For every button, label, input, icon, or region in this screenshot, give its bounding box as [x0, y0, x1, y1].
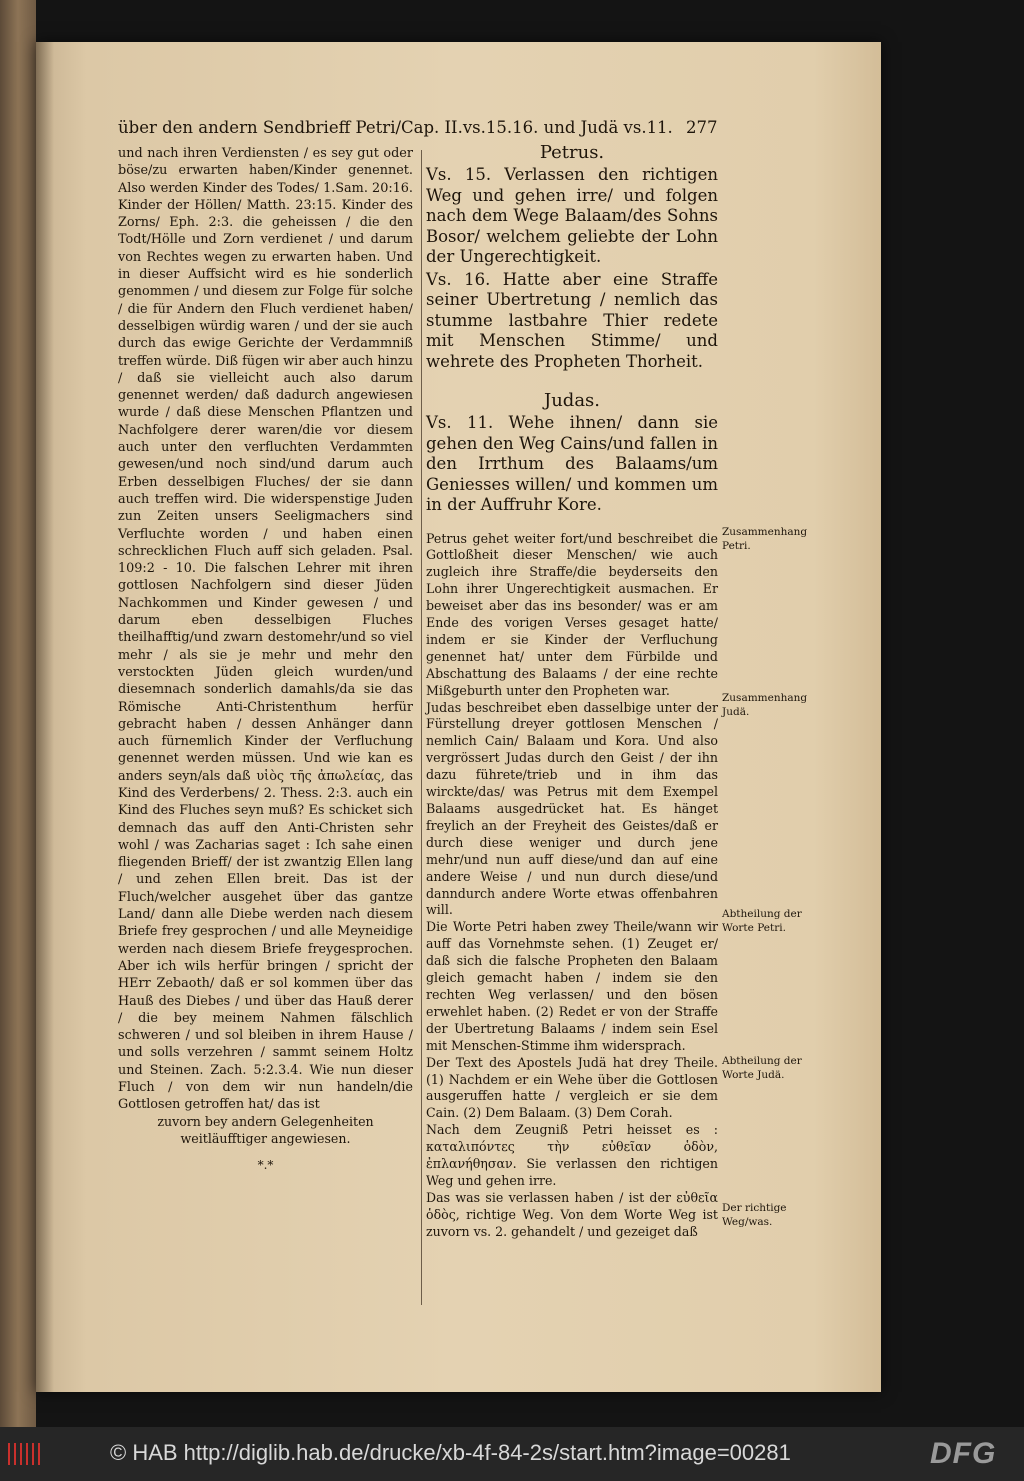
ornament: *.*: [257, 1158, 274, 1173]
margin-note-2: Zusammenhang Judä.: [722, 692, 808, 718]
judas-verse-11: Vs. 11. Wehe ihnen/ dann sie gehen den Weg Cains/und fallen in den Irrthum des Balaams/um Geniesses willen/ und kommen um in der Auffruhr Kore.: [426, 413, 718, 514]
left-closing-text: zuvorn bey andern Gelegenheiten weitläufftiger angewiesen.: [157, 1113, 374, 1146]
margin-note-3: Abtheilung der Worte Petri.: [722, 908, 802, 934]
commentary-paragraph-6: Das was sie verlassen haben / ist der εὐθεῖα ὁδὸς, richtige Weg. Von dem Worte Weg ist zuvorn vs. 2. gehandelt / und gezeiget daß: [426, 1189, 718, 1239]
left-column-text: und nach ihren Verdiensten / es sey gut oder böse/zu erwarten haben/Kinder genennet. Also werden Kinder des Todes/ 1.Sam. 20:16. Kinder der Höllen/ Matth. 23:15. Kinder des Zorns/ Eph. 2:3. die geheissen / die den Todt/Hölle und Zorn verdienet / und darum von Rechtes wegen zu erwarten haben. Und in dieser Auffsicht wird es hie sonderlich genommen / und diesem zur Folge für solche / die für Andern den Fluch verdienet haben/ desselbigen würdig waren / und der sie auch durch das ewige Gerichte der Verdammniß treffen würde. Diß fügen wir aber auch hinzu / daß sie vielleicht auch also darum genennet werden/ daß dadurch angewiesen wurde / daß diese Menschen Pflantzen und Nachfolgere derer waren/die vor diesem auch unter den verfluchten Verdammten gewesen/und noch sind/und darum auch Erben desselbigen Fluches/ der sie dann auch treffen wird. Die widerspenstige Juden zun Zeiten unsers Seeligmachers sind Verfluchte worden / und haben einen schrecklichen Fluch auff sich geladen. Psal. 109:2 - 10. Die falschen Lehrer mit ihren gottlosen Nachfolgern sind dieser Jüden Nachkommen und Kinder gewesen / und darum eben desselbigen Fluches theilhafftig/und zwarn destomehr/und so viel mehr / als sie je mehr und mehr den verstockten Jüden gleich wurden/und diesemnach sonderlich damahls/da sie das Römische Anti-Christenthum herfür gebracht haben / dessen Anhänger dann auch fürnemlich Kinder der Verfluchung genennet werden müssen. Und wie kan es anders seyn/als daß υἱὸς τῆς ἀπωλείας, das Kind des Verderbens/ 2. Thess. 2:3. auch ein Kind des Fluches seyn muß? Es schicket sich demnach das auff den Anti-Christen sehr wohl / was Zacharias saget : Ich sahe einen fliegenden Brieff/ der ist zwantzig Ellen lang / und zehen Ellen breit. Das ist der Fluch/welcher ausgehet über das gantze Land/ dann alle Diebe werden nach diesem Briefe frey gesprochen / und alle Meyneidige werden nach diesem Briefe freygesprochen. Aber ich wils herfür bringen / spricht der HErr Zebaoth/ daß er sol kommen über das Hauß des Diebes / und über das Hauß derer / die bey meinem Nahmen fälschlich schweren / und sol bleiben in ihrem Hause / und solls verzehren / sammt seinem Holtz und Steinen. Zach. 5:2.3.4. Wie nun dieser Fluch / von dem wir nun handeln/die Gottlosen getroffen hat/ das ist: [118, 146, 413, 1113]
margin-note-5: Der richtige Weg/was.: [722, 1202, 787, 1228]
page-number: 277: [686, 118, 718, 137]
commentary-paragraph-4: Der Text des Apostels Judä hat drey Theile. (1) Nachdem er ein Wehe über die Gottlosen ausgeruffen hatte / vergleich er sie dem Cain. (2) Dem Balaam. (3) Dem Corah.: [426, 1054, 718, 1121]
commentary-paragraph-3: Die Worte Petri haben zwey Theile/wann wir auff das Vornehmste sehen. (1) Zeuget er/ daß sich die falsche Propheten den Balaam gleich gemacht haben / indem sie den rechten Weg verlassen/ und den bösen erwehlet haben. (2) Redet er von der Straffe der Ubertretung Balaams / indem sein Esel mit Menschen-Stimme ihm widersprach.: [426, 919, 718, 1053]
margin-note-1: Zusammenhang Petri.: [722, 526, 808, 552]
commentary-paragraph-5: Nach dem Zeugniß Petri heisset es : καταλιπόντες τὴν εὐθεῖαν ὁδὸν, ἐπλανήθησαν. Sie verlassen den richtigen Weg und gehen irre.: [426, 1122, 718, 1188]
petrus-verse-16: Vs. 16. Hatte aber eine Straffe seiner Ubertretung / nemlich das stumme lastbahre Thier redete mit Menschen Stimme/ und wehrete des Propheten Thorheit.: [426, 269, 718, 371]
left-column: [118, 145, 413, 1175]
petrus-heading: Petrus.: [539, 142, 605, 163]
running-head: über den andern Sendbrieff Petri/Cap. II.vs.15.16. und Judä vs.11.: [118, 118, 673, 137]
column-rule: [421, 150, 422, 1305]
dfg-logo: DFG: [930, 1437, 997, 1470]
footer-bar: [0, 1427, 1024, 1481]
judas-heading: Judas.: [543, 390, 601, 411]
commentary-paragraph-2: Judas beschreibet eben dasselbige unter der Fürstellung dreyer gottlosen Menschen / nemlich Cain/ Balaam und Kora. Und also vergrössert Judas durch den Geist / der ihn dazu führete/trieb und in ihm das wirckte/das/ was Petrus mit dem Exempel Balaams ausgedrücket hat. Es hänget freylich an der Freyheit des Geistes/daß er durch diese weniger und durch jene mehr/und nun auff diese/und dan auf eine andere Weise / und nun durch diese/und danndurch andere Worte etwas offenbahren will.: [426, 699, 718, 918]
right-column: [426, 142, 718, 1241]
petrus-verse-15: Vs. 15. Verlassen den richtigen Weg und gehen irre/ und folgen nach dem Wege Balaam/des Sohns Bosor/ welchem geliebte der Lohn der Ungerechtigkeit.: [426, 165, 718, 266]
library-building-icon: [6, 1441, 40, 1467]
commentary-paragraph-1: Petrus gehet weiter fort/und beschreibet die Gottloßheit dieser Menschen/ wie auch zugleich ihre Straffe/die beyderseits den Lohn ihrer Ungerechtigkeit ausmachen. Er beweiset aber das ins besonder/ was er am Ende des vorigen Verses gesaget hatte/ indem er sie Kinder der Verfluchung genennet hat/ unter dem Fürbilde und Abschattung des Balaams / der eine rechte Mißgeburth unter den Propheten war.: [426, 530, 718, 698]
margin-note-4: Abtheilung der Worte Judä.: [722, 1055, 802, 1081]
previous-page-edge: [0, 0, 36, 1427]
copyright-link[interactable]: © HAB http://diglib.hab.de/drucke/xb-4f-84-2s/start.htm?image=00281: [110, 1440, 791, 1465]
book-page: [36, 42, 881, 1392]
